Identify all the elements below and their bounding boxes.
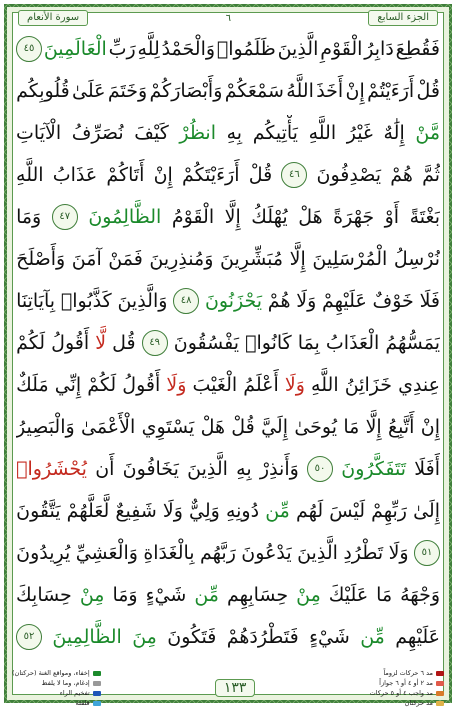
verse-word: فَمَنْ: [108, 247, 143, 270]
verse-word: هَلْ: [298, 205, 323, 228]
verse-word: آمَنَ: [71, 247, 102, 270]
legend-label: تفخيم الراء: [59, 689, 90, 697]
ayah-number-marker: ٤٩: [142, 330, 168, 356]
verse-word: كَانُوا۟: [245, 331, 292, 354]
verse-word: عَلَيْهِم: [395, 625, 440, 648]
page-number: ١٣٣: [215, 679, 256, 697]
verse-word: وَالْحَمْدُ: [161, 37, 216, 60]
verse-word: فَتَطْرُدَهُمْ: [226, 625, 299, 648]
page-header: [18, 9, 438, 27]
legend-item: [12, 669, 101, 677]
verse-word: مُبَشِّرِينَ: [219, 247, 284, 270]
verse-word: لَيْسَ: [329, 499, 365, 522]
verse-word: يَأْتِيكُم: [252, 121, 298, 144]
verse-word: فَتَكُونَ: [167, 625, 217, 648]
legend-label: قلقلة: [75, 699, 90, 707]
verse-word: أَخَذَ: [316, 79, 344, 102]
verse-word: ثُمَّ: [422, 163, 440, 186]
legend-item: [370, 689, 444, 697]
verse-word: عَلَيْهِمْ: [322, 289, 367, 312]
verse-word: وَلَا: [284, 373, 305, 396]
verse-word: أَتَاكُمْ: [106, 163, 145, 186]
verse-word: بِآيَاتِنَا: [16, 289, 56, 312]
verse-word: مَا: [343, 415, 360, 438]
verse-word: الَّذِينَ: [277, 37, 319, 60]
verse-word: وَأَنذِرْ: [259, 457, 299, 480]
text-line: [16, 451, 440, 486]
verse-word: قُلُوبِكُم: [16, 79, 70, 102]
verse-word: يَسْتَوِي: [141, 415, 195, 438]
verse-word: كَذَّبُوا۟: [60, 289, 112, 312]
verse-word: وَلَا: [162, 499, 183, 522]
verse-word: لِلَّهِ: [137, 37, 160, 60]
ayah-number-marker: ٥٠: [307, 456, 333, 482]
verse-word: إِنْ: [345, 79, 365, 102]
verse-word: هُمْ: [390, 163, 413, 186]
verse-word: الَّذِينَ: [187, 457, 228, 480]
legend-label: مد ٢ أو ٤ أو ٦ جوازاً: [379, 679, 433, 687]
verse-word: حِسَابِكَ: [16, 583, 72, 606]
verse-word: أَرَءَيْتَكُمْ: [181, 163, 240, 186]
verse-word: غَيْرُ: [346, 121, 373, 144]
verse-word: سَمْعَكُمْ: [224, 79, 284, 102]
text-line: [16, 283, 440, 318]
verse-word: الْآيَاتِ: [16, 121, 62, 144]
verse-word: مِنْ: [79, 583, 105, 606]
text-line: [16, 619, 440, 654]
verse-word: الْغَيْبَ: [192, 373, 238, 396]
verse-word: رَبِّ: [108, 37, 136, 60]
verse-word: يَتَّقُونَ: [16, 499, 61, 522]
verse-word: وَجْهَهُ: [400, 583, 440, 606]
verse-word: تَطْرُدِ: [343, 541, 384, 564]
verse-word: إِنِّي: [54, 373, 82, 396]
verse-word: بِمَا: [297, 331, 320, 354]
verse-word: يُهْلَكُ: [251, 205, 288, 228]
legend-item: [12, 699, 101, 707]
verse-word: أَرَءَيْتُمْ: [367, 79, 415, 102]
verse-word: الْمُرْسَلِينَ: [312, 247, 388, 270]
page-footer: [12, 669, 444, 707]
verse-word: بِهِ: [226, 121, 243, 144]
tajweed-legend-left: [12, 669, 101, 707]
surah-number: ٦: [225, 12, 231, 24]
verse-word: يَصْدِفُونَ: [316, 163, 382, 186]
legend-swatch: [93, 681, 101, 686]
verse-word: قُلْ: [248, 163, 273, 186]
verse-word: يَدْعُونَ: [241, 541, 292, 564]
verse-word: دَابِرُ: [364, 37, 394, 60]
verse-word: وَلَا: [166, 373, 187, 396]
verse-word: لَّا: [95, 331, 107, 354]
verse-word: هُمْ: [267, 289, 291, 312]
text-line: [16, 493, 440, 528]
verse-word: وَأَصْلَحَ: [16, 247, 66, 270]
verse-word: بِهِ: [236, 457, 252, 480]
verse-word: ظَلَمُوا۟: [216, 37, 276, 60]
verse-word: نُرْسِلُ: [393, 247, 440, 270]
ayah-number-marker: ٤٦: [281, 162, 307, 188]
verse-word: إِنْ: [420, 415, 440, 438]
verse-word: جَهْرَةً: [333, 205, 375, 228]
verse-word: شَيْءٍ: [309, 625, 350, 648]
verse-word: إِلَّا: [289, 247, 306, 270]
verse-word: اللَّهِ: [308, 121, 337, 144]
verse-word: نُصَرِّفُ: [71, 121, 124, 144]
verse-word: وَمَا: [112, 583, 138, 606]
verse-word: إِلَّا: [365, 415, 382, 438]
legend-item: [370, 669, 444, 677]
verse-word: وَالَّذِينَ: [117, 289, 168, 312]
verse-word: إِلَّا: [224, 205, 241, 228]
verse-word: عَذَابُ: [52, 163, 98, 186]
verse-word: اللَّهِ: [311, 373, 339, 396]
verse-word: مِّن: [194, 583, 219, 606]
verse-word: مَا: [376, 583, 393, 606]
legend-label: مد حركتان: [404, 699, 433, 707]
text-line: [16, 409, 440, 444]
ayah-number-marker: ٥٢: [16, 624, 42, 650]
verse-word: الْعَذَابُ: [325, 331, 380, 354]
surah-label: سورة الأنعام: [18, 10, 88, 26]
verse-word: مَلَكٌ: [16, 373, 49, 396]
ayah-number-marker: ٤٧: [52, 204, 78, 230]
verse-word: مِنَ: [132, 625, 157, 648]
text-line: [16, 199, 440, 234]
verse-word: حِسَابِهِم: [226, 583, 289, 606]
verse-word: بِالْغَدَاةِ: [143, 541, 195, 564]
verse-word: أَفَلَا: [414, 457, 440, 480]
legend-swatch: [436, 681, 444, 686]
ayah-number-marker: ٤٥: [16, 36, 42, 62]
verse-word: مِّن: [360, 625, 385, 648]
legend-label: إدغام، وما لا يلفظ: [41, 679, 90, 687]
verse-word: لَكُمْ: [16, 331, 46, 354]
text-line: [16, 367, 440, 402]
text-line: [16, 73, 440, 108]
verse-word: عَلَىٰ: [72, 79, 106, 102]
text-line: [16, 157, 440, 192]
verse-word: إِلَىٰ: [413, 499, 440, 522]
legend-swatch: [93, 701, 101, 706]
verse-word: اللَّهُ: [286, 79, 314, 102]
legend-swatch: [93, 691, 101, 696]
legend-label: إخفاء، ومواقع الغنة (حركتان): [12, 669, 90, 677]
verse-word: مِنْ: [296, 583, 321, 606]
verse-word: لَهُم: [295, 499, 324, 522]
verse-word: الْقَوْمِ: [320, 37, 363, 60]
legend-swatch: [436, 701, 444, 706]
verse-word: الْقَوْمُ: [171, 205, 215, 228]
legend-swatch: [436, 691, 444, 696]
verse-word: يُرِيدُونَ: [16, 541, 71, 564]
verse-word: اللَّهِ: [16, 163, 44, 186]
text-line: [16, 115, 440, 150]
verse-word: وَالْبَصِيرُ: [16, 415, 75, 438]
text-line: [16, 31, 440, 66]
verse-word: رَبِّهِمْ: [371, 499, 407, 522]
legend-label: مد واجب ٤ أو ٥ حركات: [369, 689, 433, 697]
verse-word: يُوحَىٰ: [294, 415, 337, 438]
verse-word: خَوْفٌ: [372, 289, 414, 312]
verse-word: قُلْ: [231, 415, 255, 438]
verse-word: وَخَتَمَ: [107, 79, 148, 102]
verse-word: يَمَسُّهُمُ: [385, 331, 440, 354]
verse-word: أَقُولُ: [51, 331, 90, 354]
verse-word: لَكُمْ: [87, 373, 117, 396]
verse-word: أَن: [95, 457, 115, 480]
text-line: [16, 325, 440, 360]
verse-word: يُحْشَرُوا۟: [16, 457, 87, 480]
legend-label: مد ٦ حركات لزوماً: [383, 669, 433, 677]
verse-word: الَّذِينَ: [297, 541, 338, 564]
verse-word: بَغْتَةً: [409, 205, 440, 228]
verse-word: يَفْسُقُونَ: [173, 331, 239, 354]
verse-word: كَيْفَ: [134, 121, 169, 144]
text-line: [16, 535, 440, 570]
quran-text: [16, 31, 440, 661]
verse-word: فَلَا: [419, 289, 440, 312]
verse-word: إِلَٰهٌ: [383, 121, 405, 144]
juz-label: الجزء السابع: [368, 10, 438, 26]
verse-word: شَفِيعٌ: [115, 499, 157, 522]
verse-word: وَلَا: [388, 541, 409, 564]
verse-word: الْعَالَمِينَ: [43, 37, 107, 60]
legend-item: [12, 679, 101, 687]
verse-word: الظَّالِمُونَ: [88, 205, 162, 228]
verse-word: أَوْ: [384, 205, 400, 228]
verse-word: وَأَبْصَارَكُمْ: [149, 79, 223, 102]
verse-word: أَعْلَمُ: [243, 373, 279, 396]
verse-word: يَحْزَنُونَ: [204, 289, 263, 312]
legend-swatch: [436, 671, 444, 676]
verse-word: الظَّالِمِينَ: [52, 625, 122, 648]
verse-word: إِنْ: [153, 163, 173, 186]
verse-word: وَمَا: [16, 205, 42, 228]
legend-swatch: [93, 671, 101, 676]
verse-word: وَالْعَشِيِّ: [75, 541, 138, 564]
verse-word: فَقُطِعَ: [395, 37, 440, 60]
text-line: [16, 241, 440, 276]
verse-word: هَلْ: [200, 415, 225, 438]
verse-word: انظُرْ: [179, 121, 216, 144]
verse-word: وَلَا: [296, 289, 317, 312]
text-line: [16, 577, 440, 612]
ayah-number-marker: ٤٨: [173, 288, 199, 314]
legend-item: [12, 689, 101, 697]
verse-word: تَتَفَكَّرُونَ: [341, 457, 407, 480]
verse-word: مَّنْ: [415, 121, 440, 144]
verse-word: عِندِي: [398, 373, 440, 396]
legend-item: [370, 699, 444, 707]
verse-word: أَقُولُ: [122, 373, 161, 396]
verse-word: قُلْ: [416, 79, 440, 102]
verse-word: قُل: [112, 331, 136, 354]
verse-word: وَمُنذِرِينَ: [149, 247, 214, 270]
verse-word: أَتَّبِعُ: [388, 415, 415, 438]
verse-word: رَبَّهُم: [200, 541, 236, 564]
tajweed-legend-right: [370, 669, 444, 707]
verse-word: مِّن: [265, 499, 290, 522]
ayah-number-marker: ٥١: [414, 540, 440, 566]
verse-word: يَخَافُونَ: [122, 457, 179, 480]
verse-word: لَّعَلَّهُمْ: [66, 499, 110, 522]
legend-item: [370, 679, 444, 687]
verse-word: الْأَعْمَىٰ: [80, 415, 136, 438]
verse-word: إِلَيَّ: [261, 415, 288, 438]
verse-word: دُونِهِ: [225, 499, 260, 522]
verse-word: وَلِيٌّ: [189, 499, 220, 522]
verse-word: شَيْءٍ: [145, 583, 187, 606]
verse-word: عَلَيْكَ: [328, 583, 369, 606]
verse-word: خَزَائِنُ: [344, 373, 392, 396]
